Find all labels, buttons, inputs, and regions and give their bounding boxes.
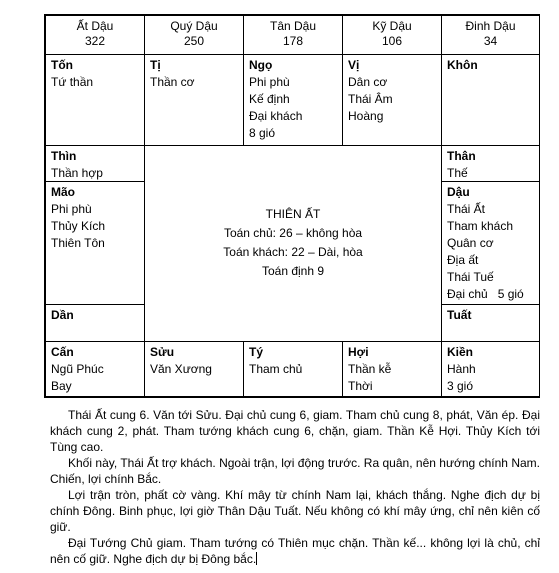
header-name: Quý Dậu xyxy=(170,19,218,33)
palace-line: Thiên Tôn xyxy=(51,236,105,250)
header-number: 322 xyxy=(84,34,106,48)
palace-cell-khon xyxy=(441,54,540,146)
palace-line: Phi phù xyxy=(51,202,92,216)
palace-line: 8 gió xyxy=(249,126,276,140)
header-cell xyxy=(45,15,145,55)
palace-cell-suu xyxy=(144,341,244,397)
palace-line: Thần kễ xyxy=(348,362,392,376)
palace-line: Tứ thần xyxy=(51,75,94,89)
palace-cell-tuat xyxy=(441,304,540,342)
paragraph xyxy=(50,535,540,567)
paragraph: Thái Ất cung 6. Văn tới Sửu. Đại chủ cung 6, giam. Tham chủ cung 8, phát, Văn ép. Đại khách cung 2, phát. Tham tướng khách cung 6, chặn, giam. Thần Kễ Hợi. Thủy Kích tới Tùng cao. xyxy=(50,408,540,454)
center-line: Toán khách: 22 – Dài, hòa xyxy=(223,245,363,259)
palace-line: Thế xyxy=(447,166,468,180)
header-name: Đinh Dậu xyxy=(465,19,516,33)
palace-line: Phi phù xyxy=(249,75,290,89)
palace-line: Dân cơ xyxy=(348,75,388,89)
header-cell xyxy=(441,15,540,55)
palace-cell-thin xyxy=(45,145,145,182)
paragraph-text: Đại Tướng Chủ giam. Tham tướng có Thiên mục chặn. Thần kế... không lợi là chủ, chỉ nên cố giữ. Nghe địch dự bị Đông bắc. xyxy=(50,536,540,566)
palace-line: Tham chủ xyxy=(249,362,303,376)
header-name: Ất Dậu xyxy=(76,19,114,33)
palace-name: Dậu xyxy=(447,185,470,199)
palace-line: Kế định xyxy=(249,92,290,106)
palace-name: Mão xyxy=(51,185,75,199)
palace-line: Hành xyxy=(447,362,476,376)
palace-cell-than xyxy=(441,145,540,182)
palace-cell-ti xyxy=(144,54,244,146)
palace-cell-kien xyxy=(441,341,540,397)
palace-name: Cấn xyxy=(51,345,74,359)
palace-name: Tị xyxy=(150,58,161,72)
palace-cell-ton xyxy=(45,54,145,146)
palace-line: 3 gió xyxy=(447,379,474,393)
palace-cell-ngo xyxy=(243,54,343,146)
palace-line: Thái Âm xyxy=(348,92,393,106)
palace-line: Thái Ất xyxy=(447,202,486,216)
palace-cell-vi xyxy=(342,54,442,146)
center-title: THIÊN ẤT xyxy=(265,207,321,221)
palace-line: Đại khách xyxy=(249,109,303,123)
palace-name: Vị xyxy=(348,58,360,72)
header-name: Kỹ Dậu xyxy=(372,19,412,33)
palace-name: Dần xyxy=(51,308,74,322)
palace-name: Thân xyxy=(447,149,476,163)
palace-cell-dan xyxy=(45,304,145,342)
palace-name: Sửu xyxy=(150,345,175,359)
commentary-text[interactable] xyxy=(50,407,540,567)
palace-line: Thủy Kích xyxy=(51,219,106,233)
palace-line: Thái Tuế xyxy=(447,270,494,284)
palace-cell-can xyxy=(45,341,145,397)
palace-name: Ngọ xyxy=(249,58,273,72)
palace-name: Hợi xyxy=(348,345,369,359)
palace-name: Thìn xyxy=(51,149,77,163)
palace-line: Thần hợp xyxy=(51,166,103,180)
palace-cell-ty xyxy=(243,341,343,397)
text-cursor xyxy=(256,552,257,565)
palace-cell-dau xyxy=(441,181,540,305)
palace-line: Bay xyxy=(51,379,72,393)
header-number: 34 xyxy=(483,34,498,48)
palace-name: Tốn xyxy=(51,58,73,72)
paragraph: Lợi trận tròn, phất cờ vàng. Khí mây từ chính Nam lại, khách thắng. Nghe địch dự bị chính Đông. Binh phục, lợi giờ Thân Dậu Tuất. Nếu không có khí mây ứng, chỉ nên kiên cố giữ. xyxy=(50,488,540,534)
palace-line: Ngũ Phúc xyxy=(51,362,104,376)
header-cell xyxy=(243,15,343,55)
header-number: 106 xyxy=(381,34,403,48)
palace-line: Quân cơ xyxy=(447,236,494,250)
palace-name: Tý xyxy=(249,345,264,359)
palace-name: Khôn xyxy=(447,58,478,72)
palace-line: Hoàng xyxy=(348,109,384,123)
header-name: Tân Dậu xyxy=(269,19,317,33)
palace-name: Tuất xyxy=(447,308,472,322)
header-cell xyxy=(342,15,442,55)
palace-cell-hoi xyxy=(342,341,442,397)
chart-grid xyxy=(44,14,540,398)
palace-line: Đại chủ 5 gió xyxy=(447,287,524,301)
palace-cell-mao xyxy=(45,181,145,305)
header-number: 178 xyxy=(282,34,304,48)
header-number: 250 xyxy=(183,34,205,48)
paragraph: Khối này, Thái Ất trợ khách. Ngoài trận, lợi động trước. Ra quân, nên hướng chính Nam. Chiến, lợi chính Bắc. xyxy=(50,456,540,486)
header-cell xyxy=(144,15,244,55)
palace-line: Văn Xương xyxy=(150,362,212,376)
palace-line: Địa ất xyxy=(447,253,479,267)
center-line: Toán định 9 xyxy=(261,264,325,278)
center-line: Toán chủ: 26 – không hòa xyxy=(223,226,363,240)
palace-line: Thần cơ xyxy=(150,75,195,89)
palace-line: Tham khách xyxy=(447,219,514,233)
palace-line: Thời xyxy=(348,379,373,393)
center-panel xyxy=(145,145,441,341)
palace-name: Kiền xyxy=(447,345,474,359)
